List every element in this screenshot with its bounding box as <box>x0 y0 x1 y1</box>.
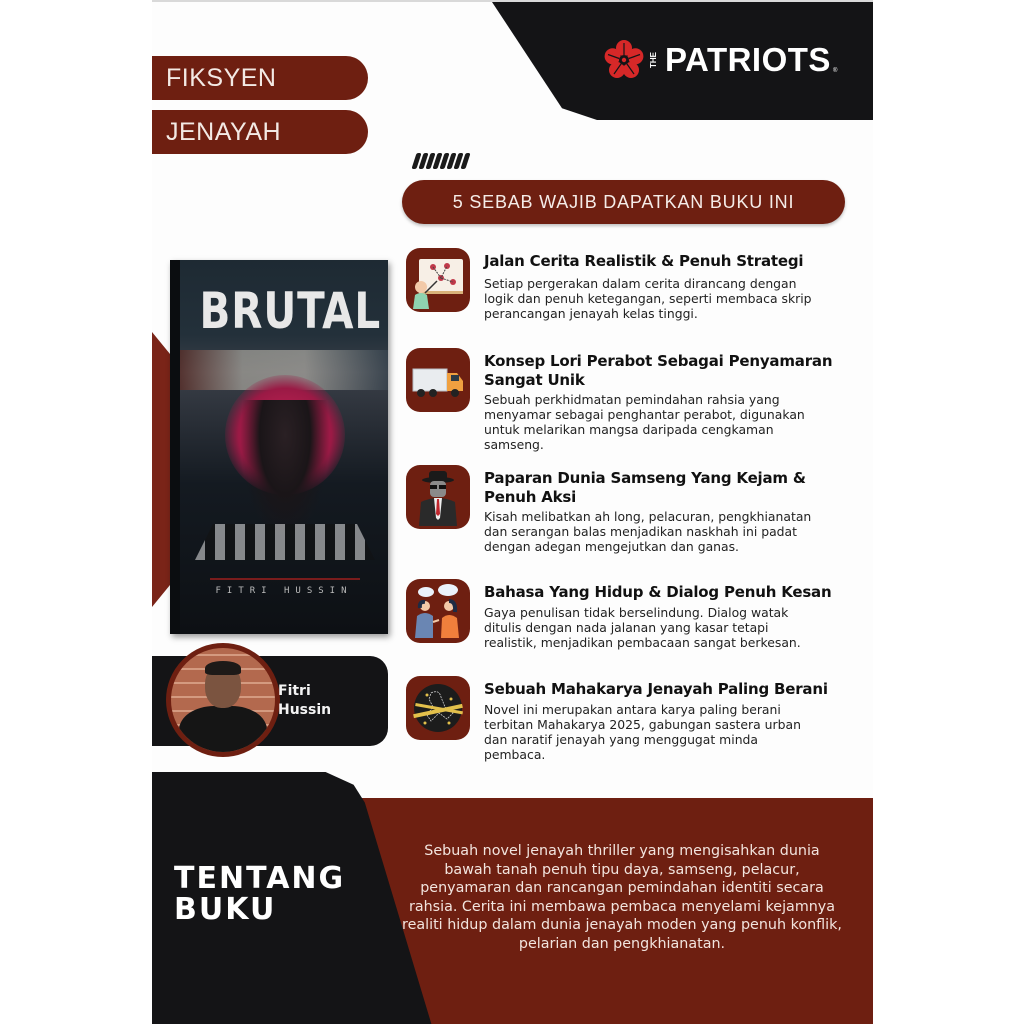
genre-tag-crime: JENAYAH <box>152 110 368 154</box>
about-title-line2: BUKU <box>174 892 277 927</box>
book-author: FITRI HUSSIN <box>215 586 353 596</box>
reason-title: Jalan Cerita Realistik & Penuh Strategi <box>484 252 804 270</box>
registered-mark: ® <box>832 68 838 74</box>
reason-text: Novel ini merupakan antara karya paling berani terbitan Mahakarya 2025, gabungan sastera urban dan naratif jenayah yang menggugat minda pembaca. <box>484 702 801 762</box>
crime-scene-icon <box>406 676 470 740</box>
book-cover <box>170 260 388 634</box>
flower-emblem-icon <box>604 40 644 80</box>
reasons-header: 5 SEBAB WAJIB DAPATKAN BUKU INI <box>402 180 845 224</box>
brand-name: PATRIOTS <box>665 41 831 78</box>
decorative-red-tab <box>152 332 170 607</box>
author-avatar <box>166 643 280 757</box>
dialogue-icon <box>406 579 470 643</box>
reason-title: Paparan Dunia Samseng Yang Kejam & Penuh Aksi <box>484 469 806 506</box>
reason-text: Gaya penulisan tidak berselindung. Dialog watak ditulis dengan nada jalanan yang kasar tetapi realistik, menjadikan pembacaan sangat berkesan. <box>484 605 801 650</box>
brand-prefix: THE <box>649 52 658 68</box>
author-last-name: Hussin <box>278 702 332 718</box>
author-first-name: Fitri <box>278 683 311 699</box>
reason-title: Bahasa Yang Hidup & Dialog Penuh Kesan <box>484 583 832 601</box>
reason-text: Sebuah perkhidmatan pemindahan rahsia yang menyamar sebagai penghantar perabot, digunakan untuk melarikan mangsa daripada cengkaman samseng. <box>484 392 805 452</box>
book-title: BRUTAL <box>199 282 382 340</box>
book-spine <box>170 260 180 634</box>
reason-title: Sebuah Mahakarya Jenayah Paling Berani <box>484 680 828 698</box>
cover-divider <box>210 578 360 580</box>
about-title-line1: TENTANG <box>174 861 346 896</box>
cover-figure <box>240 400 330 540</box>
strategy-board-icon <box>406 248 470 312</box>
author-name <box>278 682 331 720</box>
reason-title: Konsep Lori Perabot Sebagai Penyamaran Sangat Unik <box>484 352 833 389</box>
genre-tag-fiction: FIKSYEN <box>152 56 368 100</box>
about-title <box>174 863 345 925</box>
poster-page <box>152 0 873 1024</box>
gangster-icon <box>406 465 470 529</box>
reason-text: Setiap pergerakan dalam cerita dirancang dengan logik dan penuh ketegangan, seperti membaca skrip perancangan jenayah kelas tinggi. <box>484 276 812 321</box>
about-description: Sebuah novel jenayah thriller yang mengisahkan dunia bawah tanah penuh tipu daya, samseng, pelacur, penyamaran dan rancangan pemindahan identiti secara rahsia. Cerita ini membawa pembaca menyelami kejamnya realiti hidup dalam dunia jenayah moden yang penuh konflik, pelarian dan pengkhianatan. <box>402 843 842 952</box>
brand-logo <box>604 40 837 80</box>
stripes-decoration <box>411 153 476 169</box>
moving-truck-icon <box>406 348 470 412</box>
reason-text: Kisah melibatkan ah long, pelacuran, pengkhianatan dan serangan balas menjadikan naskhah ini padat dengan adegan mengejutkan dan ganas. <box>484 509 812 554</box>
